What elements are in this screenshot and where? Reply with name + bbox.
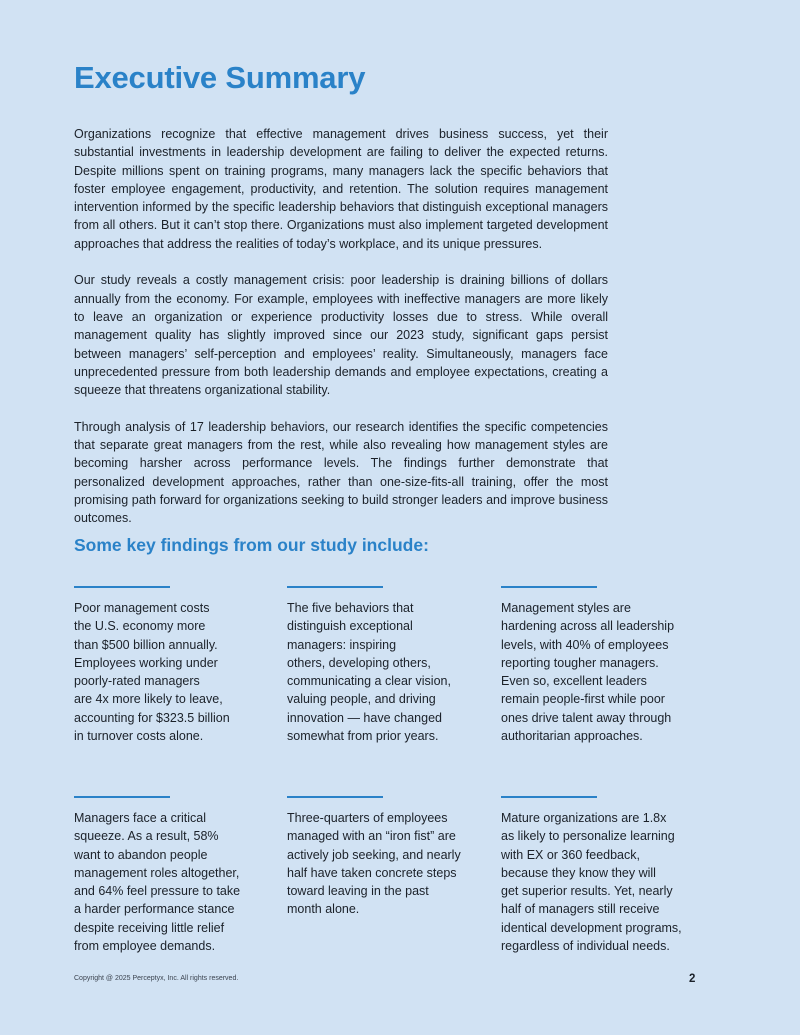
- finding-item: [74, 586, 274, 745]
- intro-section: [74, 125, 608, 546]
- finding-divider: [501, 796, 597, 798]
- finding-item: [74, 796, 274, 955]
- finding-item: [501, 586, 701, 745]
- finding-item: [287, 586, 487, 745]
- page-title: Executive Summary: [74, 60, 366, 95]
- finding-text: Management styles are hardening across all leadership levels, with 40% of employees reporting tougher managers. Even so, excellent leaders remain people-first while poor ones drive talent away through authoritarian approaches.: [501, 601, 675, 744]
- copyright-notice: Copyright @ 2025 Perceptyx, Inc. All rights reserved.: [74, 975, 239, 982]
- intro-paragraph: Organizations recognize that effective management drives business success, yet their substantial investments in leadership development are failing to deliver the expected returns. Despite millions spent on training programs, many managers lack the specific behaviors that foster employee engagement, productivity, and retention. The solution requires management intervention informed by the specific leadership behaviors that distinguish exceptional managers from all others. But it can’t stop there. Organizations must also implement targeted development approaches that address the realities of today’s workplace, and its unique pressures.: [74, 127, 608, 251]
- finding-divider: [287, 796, 383, 798]
- finding-divider: [287, 586, 383, 588]
- finding-text: Poor management costs the U.S. economy more than $500 billion annually. Employees working under poorly-rated managers are 4x more likely to leave, accounting for $323.5 billion in turnover costs alone.: [74, 601, 230, 744]
- finding-divider: [501, 586, 597, 588]
- finding-divider: [74, 796, 170, 798]
- finding-item: [501, 796, 701, 955]
- finding-text: Managers face a critical squeeze. As a result, 58% want to abandon people management roles altogether, and 64% feel pressure to take a harder performance stance despite receiving little relief from employee demands.: [74, 811, 241, 954]
- finding-text: Three-quarters of employees managed with an “iron fist” are actively job seeking, and nearly half have taken concrete steps toward leaving in the past month alone.: [287, 811, 461, 917]
- intro-paragraph: Through analysis of 17 leadership behaviors, our research identifies the specific competencies that separate great managers from the rest, while also revealing how management styles are becoming harsher across performance levels. The findings further demonstrate that personalized development approaches, rather than one-size-fits-all training, offer the most promising path forward for organizations seeking to build stronger leaders and improve business outcomes.: [74, 419, 608, 526]
- page-number: 2: [689, 973, 696, 985]
- finding-text: The five behaviors that distinguish exceptional managers: inspiring others, developing others, communicating a clear vision, valuing people, and driving innovation — have changed somewhat from prior years.: [287, 601, 451, 744]
- finding-item: [287, 796, 487, 919]
- intro-paragraph: Our study reveals a costly management crisis: poor leadership is draining billions of dollars annually from the economy. For example, employees with ineffective managers are more likely to leave an organization or experience productivity losses due to stress. While overall management quality has slightly improved since our 2023 study, significant gaps persist between managers’ self-perception and employees’ reality. Simultaneously, managers face unprecedented pressure from both leadership demands and employee expectations, creating a squeeze that threatens organizational stability.: [74, 273, 608, 398]
- finding-divider: [74, 586, 170, 588]
- findings-heading: Some key findings from our study include:: [74, 535, 429, 555]
- finding-text: Mature organizations are 1.8x as likely to personalize learning with EX or 360 feedback, because they know they will get superior results. Yet, nearly half of managers still receive identical development programs, regardless of individual needs.: [501, 811, 682, 954]
